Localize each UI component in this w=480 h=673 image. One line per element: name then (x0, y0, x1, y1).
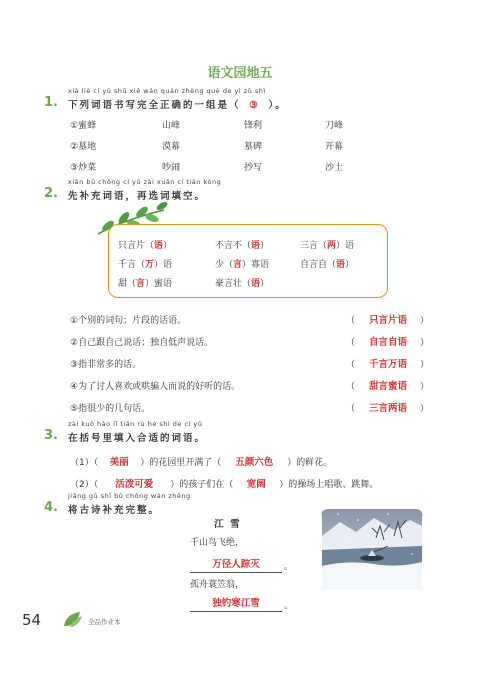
def-1-rparen: ） (420, 316, 430, 326)
q2-number: 2. (44, 186, 58, 201)
q1-text: 下列词语书写完全正确的一组是（ (68, 100, 241, 111)
def-1-answer: 只言片语 (368, 315, 407, 326)
idiom-1: 只言片（语） (118, 241, 173, 251)
q3-sentence-2: （2）（ 活泼可爱 ）的孩子们在（ 宽阔 ）的操场上唱歌、跳舞。 (70, 476, 378, 490)
q1-row1-c2: 山峰 (162, 121, 181, 131)
idiom-4: 千言（万）语 (118, 260, 173, 270)
idiom-5: 少（言）寡语 (215, 260, 270, 270)
def-2-answer: 自言自语 (368, 337, 407, 348)
def-3-rparen: ） (420, 360, 430, 370)
def-2-rparen: ） (420, 338, 430, 348)
def-1-lparen: （ (346, 316, 356, 326)
def-4-lparen: （ (346, 382, 356, 392)
green-leaf-logo-icon (62, 610, 84, 628)
snow-river-illustration (318, 506, 426, 592)
q4-question: 将古诗补充完整。 (68, 505, 161, 516)
q2-question: 先补充词语，再选词填空。 (68, 191, 207, 202)
q1-row2-c1: ②墓地 (70, 142, 97, 152)
q3-question: 在括号里填入合适的词语。 (68, 433, 207, 444)
q1-row1-c3: 锋利 (244, 121, 263, 131)
def-2-lparen: （ (346, 338, 356, 348)
poem-line-4-answer: 独钓寒江雪 (212, 598, 260, 609)
q3-pinyin: zài kuò hào lǐ tián rù hé shì de cí yǔ (68, 420, 203, 428)
q1-pinyin: xià liè cí yǔ shū xiě wán quán zhèng què de yì zǔ shì (68, 87, 266, 95)
idiom-3: 三言（两）语 (300, 241, 355, 251)
poem-line-4-period: 。 (284, 601, 294, 611)
def-5-text: ⑤指很少的几句话。 (70, 404, 151, 414)
q1-row2-c4: 开幕 (325, 142, 344, 152)
q1-row3-c4: 沙土 (325, 163, 344, 173)
q1-row3-c1: ③炒菜 (70, 163, 97, 173)
poem-line-1: 千山鸟飞绝， (190, 538, 245, 548)
def-5-rparen: ） (420, 404, 430, 414)
def-3-lparen: （ (346, 360, 356, 370)
poem-line-2-period: 。 (284, 562, 294, 572)
q3-s2-answer-2: 宽阔 (246, 479, 266, 490)
q2-pinyin: xiān bǔ chōng cí yǔ zài xuǎn cí tián kòng (68, 178, 222, 186)
q1-number: 1. (44, 95, 58, 110)
q1-row2-c2: 漠幕 (162, 142, 181, 152)
q1-row2-c3: 墓碑 (244, 142, 263, 152)
def-3-answer: 千言万语 (368, 359, 407, 370)
q1-text-end: ）。 (268, 100, 287, 111)
q3-number: 3. (44, 428, 58, 443)
q4-pinyin: jiāng gǔ shī bǔ chōng wán zhěng (68, 492, 191, 500)
idiom-2: 不言不（语） (215, 241, 270, 251)
q1-question (68, 97, 287, 111)
q1-row1-c4: 刀峰 (325, 121, 344, 131)
q1-row1-c1: ①蜜蜂 (70, 121, 97, 131)
q1-row3-c3: 抄写 (244, 163, 263, 173)
poem-line-3: 孤舟蓑笠翁， (190, 580, 245, 590)
idiom-7: 甜（言）蜜语 (118, 279, 173, 289)
def-5-answer: 三言两语 (368, 403, 407, 414)
q1-row3-c2: 吵闹 (162, 163, 181, 173)
page-title: 语文园地五 (207, 66, 273, 81)
q3-s2-answer-1: 活泼可爱 (115, 479, 154, 490)
q1-answer: ③ (249, 100, 260, 111)
def-4-rparen: ） (420, 382, 430, 392)
def-4-answer: 甜言蜜语 (368, 381, 407, 392)
q3-s1-answer-1: 美丽 (109, 457, 129, 468)
q3-sentence-1: （1）（ 美丽 ）的花园里开满了（ 五颜六色 ）的鲜花。 (70, 454, 332, 468)
def-5-lparen: （ (346, 404, 356, 414)
def-3-text: ③指非常多的话。 (70, 360, 142, 370)
idiom-6: 自言自（语） (300, 260, 355, 270)
q3-s1-answer-2: 五颜六色 (235, 457, 274, 468)
def-2-text: ②自己跟自己说话；独自低声说话。 (70, 338, 214, 348)
def-1-text: ①个别的词句；片段的话语。 (70, 316, 187, 326)
poem-line-2-answer: 万径人踪灭 (212, 559, 260, 570)
poem-title: 江 雪 (214, 519, 240, 530)
q4-number: 4. (44, 500, 58, 515)
idiom-8: 豪言壮（语） (215, 279, 270, 289)
page-number: 54 (22, 611, 42, 629)
def-4-text: ④为了讨人喜欢或哄骗人而说的好听的话。 (70, 382, 241, 392)
footer-brand: 全品作业本 (88, 618, 121, 626)
